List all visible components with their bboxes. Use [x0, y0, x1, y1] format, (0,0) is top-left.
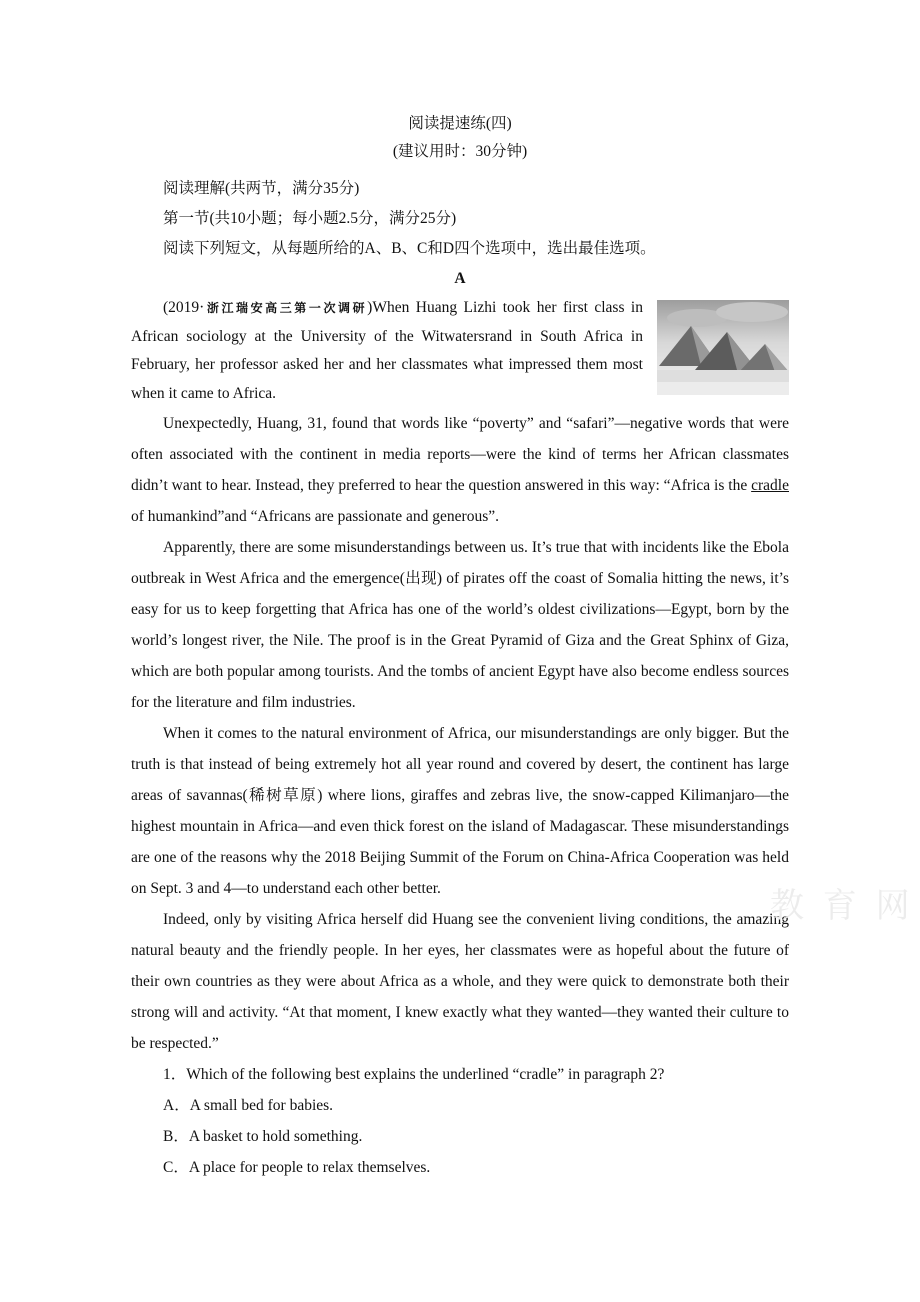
paragraph-3: Apparently, there are some misunderstandings between us. It’s true that with incidents like the Ebola outbreak in West Africa and the emergence(出现) of pirates off the coast of Somalia hitting the news, it’s easy for us to keep forgetting that Africa has one of the world’s oldest civilizations—Egypt, born by the world’s longest river, the Nile. The proof is in the Great Pyramid of Giza and the Great Sphinx of Giza, which are both popular among tourists. And the tombs of ancient Egypt have also become endless sources for the literature and film industries. — [131, 539, 789, 711]
option-b: B．A basket to hold something. — [163, 1128, 363, 1145]
passage-label: A — [454, 270, 466, 287]
option-c: C．A place for people to relax themselves. — [163, 1159, 431, 1176]
source-note: 浙江瑞安高三第一次调研 — [204, 301, 368, 315]
document-page — [131, 110, 789, 1183]
option-a: A．A small bed for babies. — [163, 1097, 334, 1114]
paragraph-2-before: Unexpectedly, Huang, 31, found that words like “poverty” and “safari”—negative words that were often associated with the continent in media reports—were the kind of terms her African classmates didn’t want to hear. Instead, they preferred to hear the question answered in this way: “Africa is the — [131, 415, 789, 494]
paragraph-1-text: )When Huang Lizhi took her first class in African sociology at the University of the Witwatersrand in South Africa in February, her professor asked her and her classmates what impressed them most when it came to Africa. — [131, 299, 643, 402]
question-1-stem: 1．Which of the following best explains the underlined “cradle” in paragraph 2? — [163, 1066, 665, 1083]
underlined-word: cradle — [751, 477, 789, 494]
time-note: (建议用时：30分钟) — [392, 143, 528, 160]
directions: 阅读下列短文，从每题所给的A、B、C和D四个选项中，选出最佳选项。 — [163, 240, 656, 257]
part-one-heading: 第一节(共10小题；每小题2.5分，满分25分) — [163, 210, 457, 227]
pyramids-photo-icon — [657, 300, 789, 395]
paragraph-5: Indeed, only by visiting Africa herself did Huang see the convenient living conditions, the amazing natural beauty and the friendly people. In her eyes, her classmates were as hopeful about the future of their own countries as they were about Africa as a whole, and they were quick to demonstrate both their strong will and activity. “At that moment, I knew exactly what they wanted—they wanted their culture to be respected.” — [131, 911, 789, 1052]
pyramids-illustration — [657, 300, 789, 395]
paragraph-4: When it comes to the natural environment of Africa, our misunderstandings are only bigger. But the truth is that instead of being extremely hot all year round and covered by desert, the continent has large areas of savannas(稀树草原) where lions, giraffes and zebras live, the snow-capped Kilimanjaro—the highest mountain in Africa—and even thick forest on the island of Madagascar. These misunderstandings are one of the reasons why the 2018 Beijing Summit of the Forum on China-Africa Cooperation was held on Sept. 3 and 4—to understand each other better. — [131, 725, 789, 897]
watermark: 教 育 网 — [770, 886, 914, 926]
page-title: 阅读提速练(四) — [408, 115, 512, 132]
section-heading: 阅读理解(共两节，满分35分) — [163, 180, 360, 197]
paragraph-2-after: of humankind”and “Africans are passionate and generous”. — [131, 508, 499, 525]
paragraph-2 — [131, 408, 789, 532]
source-prefix: (2019· — [163, 299, 205, 316]
